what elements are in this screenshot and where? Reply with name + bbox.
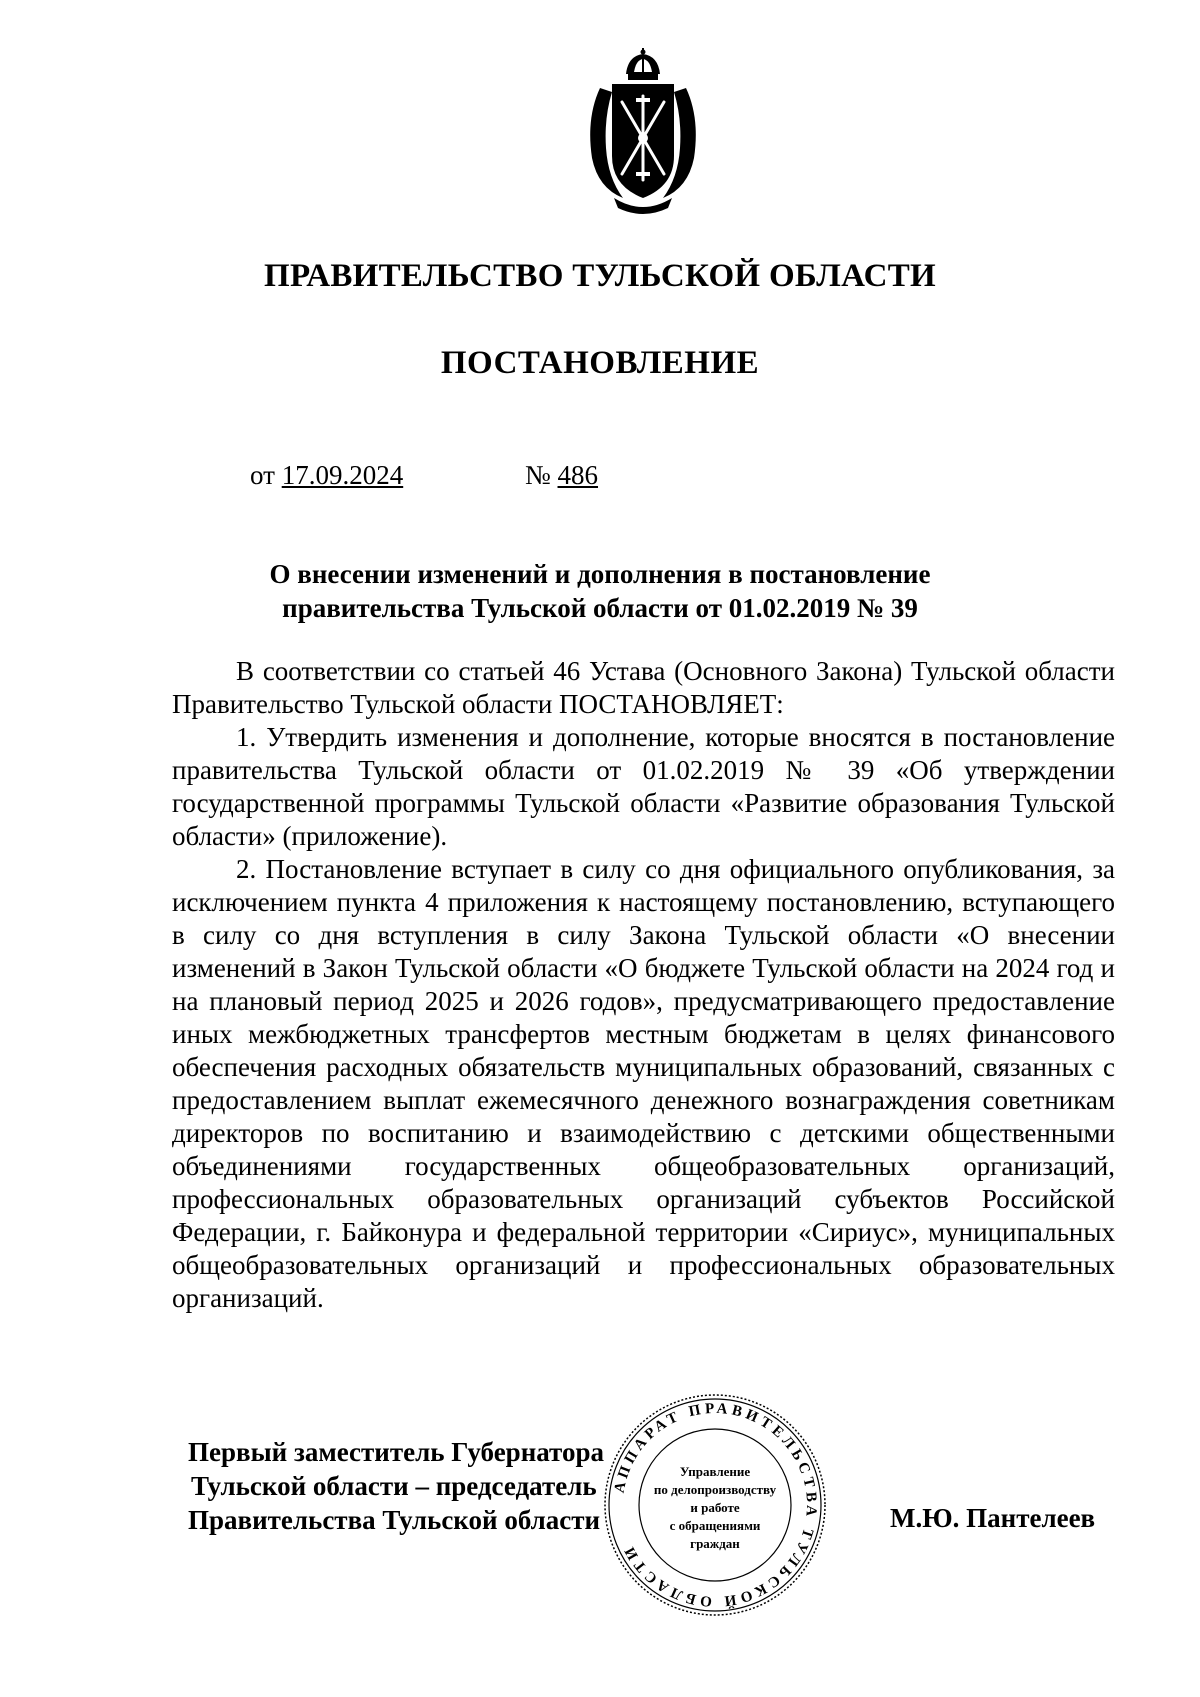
stamp-center-line-5: граждан	[690, 1536, 740, 1551]
document-date	[250, 460, 403, 491]
number-prefix: №	[525, 460, 551, 490]
coat-of-arms-emblem	[578, 48, 708, 218]
item-1-paragraph: 1. Утвердить изменения и дополнение, которые вносятся в постановление правительства Тульской области от 01.02.2019 № 39 «Об утверждении государственной программы Тульской области «Развитие образования Тульской области» (приложение).	[172, 722, 1115, 851]
organization-title: ПРАВИТЕЛЬСТВО ТУЛЬСКОЙ ОБЛАСТИ	[264, 258, 936, 294]
document-number	[525, 460, 598, 491]
stamp-center-line-1: Управление	[679, 1464, 751, 1479]
stamp-center-line-2: по делопроизводству	[653, 1482, 777, 1497]
document-body	[172, 655, 1115, 1315]
item-2-paragraph: 2. Постановление вступает в силу со дня официального опубликования, за исключением пункта 4 приложения к настоящему постановлению, вступающего в силу со дня вступления в силу Закона Тульской области «О внесении изменений в Закон Тульской области «О бюджете Тульской области на 2024 год и на плановый период 2025 и 2026 годов», предусматривающего предоставление иных межбюджетных трансфертов местным бюджетам в целях финансового обеспечения расходных обязательств муниципальных образований, связанных с предоставлением выплат ежемесячного денежного вознаграждения советникам директоров по воспитанию и взаимодействию с детскими общественными объединениями государственных общеобразовательных организаций, профессиональных образовательных организаций субъектов Российской Федерации, г. Байконура и федеральной территории «Сириус», муниципальных общеобразовательных организаций и профессиональных образовательных организаций.	[172, 854, 1115, 1313]
official-stamp	[600, 1390, 830, 1620]
signer-position-line-1: Первый заместитель Губернатора	[188, 1437, 604, 1467]
subject-line-1: О внесении изменений и дополнения в постановление	[269, 559, 931, 589]
signer-position-line-2: Тульской области – председатель	[191, 1471, 597, 1501]
date-value: 17.09.2024	[281, 460, 404, 490]
stamp-center-line-4: с обращениями	[669, 1518, 761, 1533]
date-prefix: от	[250, 460, 275, 490]
stamp-ring-text: АППАРАТ ПРАВИТЕЛЬСТВА ТУЛЬСКОЙ ОБЛАСТИ	[611, 1400, 820, 1610]
document-type-title: ПОСТАНОВЛЕНИЕ	[440, 345, 760, 381]
preamble-paragraph: В соответствии со статьей 46 Устава (Основного Закона) Тульской области Правительство Тульской области ПОСТАНОВЛЯЕТ:	[172, 656, 1115, 719]
stamp-center-line-3: и работе	[690, 1500, 740, 1515]
subject-line-2: правительства Тульской области от 01.02.2019 № 39	[282, 593, 918, 623]
number-value: 486	[557, 460, 599, 490]
signer-position	[188, 1435, 604, 1537]
signer-position-line-3: Правительства Тульской области	[188, 1505, 601, 1535]
document-subject	[0, 557, 1200, 625]
signer-name: М.Ю. Пантелеев	[890, 1503, 1096, 1533]
